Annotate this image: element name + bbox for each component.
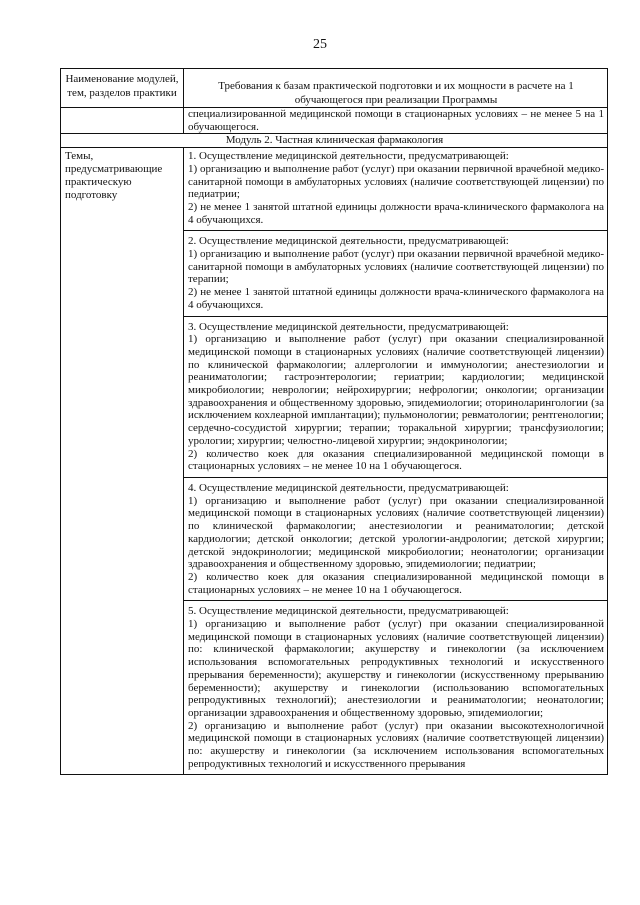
requirements-table (60, 68, 608, 775)
section-line: 2) не менее 1 занятой штатной единицы должности врача-клинического фармаколога на 4 обучающихся. (188, 200, 604, 226)
section-line: 1) организацию и выполнение работ (услуг) при оказании первичной врачебной медико-санитарной помощи в амбулаторных условиях (наличие соответствующей лицензии) по терапии; (188, 248, 604, 286)
requirement-section-2 (184, 230, 607, 315)
module-title-row (61, 134, 608, 148)
requirement-section-4 (184, 477, 607, 600)
section-line: 5. Осуществление медицинской деятельности, предусматривающей: (188, 605, 509, 618)
module-content-row (61, 148, 608, 775)
page-number: 25 (313, 37, 327, 52)
section-line: 2) количество коек для оказания специализированной медицинской помощи в стационарных условиях – не менее 10 на 1 обучающегося. (188, 447, 604, 473)
section-line: 2) организацию и выполнение работ (услуг) при оказании высокотехнологичной медицинской помощи в стационарных условиях (наличие соответствующей лицензии) по: акушерству и гинекологии (за исключением использования вспомогательных репродуктивных технологий и искусственного прерывания (188, 719, 604, 770)
section-line: 2) количество коек для оказания специализированной медицинской помощи в стационарных условиях – не менее 10 на 1 обучающегося. (188, 570, 604, 596)
section-line: 2) не менее 1 занятой штатной единицы должности врача-клинического фармаколога на 4 обучающихся. (188, 286, 604, 311)
section-line: 1. Осуществление медицинской деятельности, предусматривающей: (188, 150, 509, 163)
section-line: 4. Осуществление медицинской деятельности, предусматривающей: (188, 481, 509, 494)
requirement-section-1 (188, 150, 604, 230)
continuation-row (61, 108, 608, 134)
section-line: 1) организацию и выполнение работ (услуг) при оказании специализированной медицинской помощи в стационарных условиях (наличие соответствующей лицензии) по клинической фармакологии; аллергологии и иммунологии; анестезиологии и реаниматологии; гастроэнтерологии; гериатрии; кардиологии; медицинской микробиологии; неврологии; нейрохирургии; нефрологии; онкологии; организации здравоохранения и общественному здоровью, эпидемиологии; оториноларингологии (за исключением кохлеарной имплантации); пульмонологии; ревматологии; рентгенологии; сердечно-сосудистой хирургии; терапии; торакальной хирургии; трансфузиологии; урологии; хирургии; челюстно-лицевой хирургии; эндокринологии; (188, 333, 604, 447)
continuation-left-cell (61, 108, 184, 134)
requirement-section-3 (184, 316, 607, 477)
requirement-section-5 (184, 600, 607, 774)
header-requirements-cell: Требования к базам практической подготовки и их мощности в расчете на 1 обучающегося при реализации Программы (184, 69, 608, 108)
sections-cell (184, 148, 608, 775)
module-title: Модуль 2. Частная клиническая фармакология (61, 134, 608, 148)
continuation-text: специализированной медицинской помощи в стационарных условиях – не менее 5 на 1 обучающегося. (184, 108, 608, 134)
topics-label: Темы, предусматривающие практическую подготовку (61, 148, 184, 775)
section-line: 3. Осуществление медицинской деятельности, предусматривающей: (188, 320, 509, 333)
section-line: 1) организацию и выполнение работ (услуг) при оказании первичной врачебной медико-санитарной помощи в амбулаторных условиях (наличие соответствующей лицензии) по педиатрии; (188, 162, 604, 201)
section-line: 2. Осуществление медицинской деятельности, предусматривающей: (188, 235, 509, 248)
section-line: 1) организацию и выполнение работ (услуг) при оказании специализированной медицинской помощи в стационарных условиях (наличие соответствующей лицензии) по: клинической фармакологии; акушерству и гинекологии (за исключением использования вспомогательных репродуктивных технологий и искусственного прерывания беременности); акушерству и гинекологии (искусственному прерыванию беременности); акушерству и гинекологии (использованию вспомогательных репродуктивных технологий); анестезиологии и реаниматологии; неонатологии; организации здравоохранения и общественному здоровью, эпидемиологии; (188, 618, 604, 719)
section-line: 1) организацию и выполнение работ (услуг) при оказании специализированной медицинской помощи в стационарных условиях (наличие соответствующей лицензии) по клинической фармакологии; анестезиологии и реаниматологии; детской кардиологии; детской онкологии; детской урологии-андрологии; детской хирургии; детской эндокринологии; медицинской микробиологии; неонатологии; организации здравоохранения и общественному здоровью, эпидемиологии; педиатрии; (188, 494, 604, 571)
header-modules-cell: Наименование модулей, тем, разделов практики (61, 69, 184, 108)
table-header-row (61, 69, 608, 108)
